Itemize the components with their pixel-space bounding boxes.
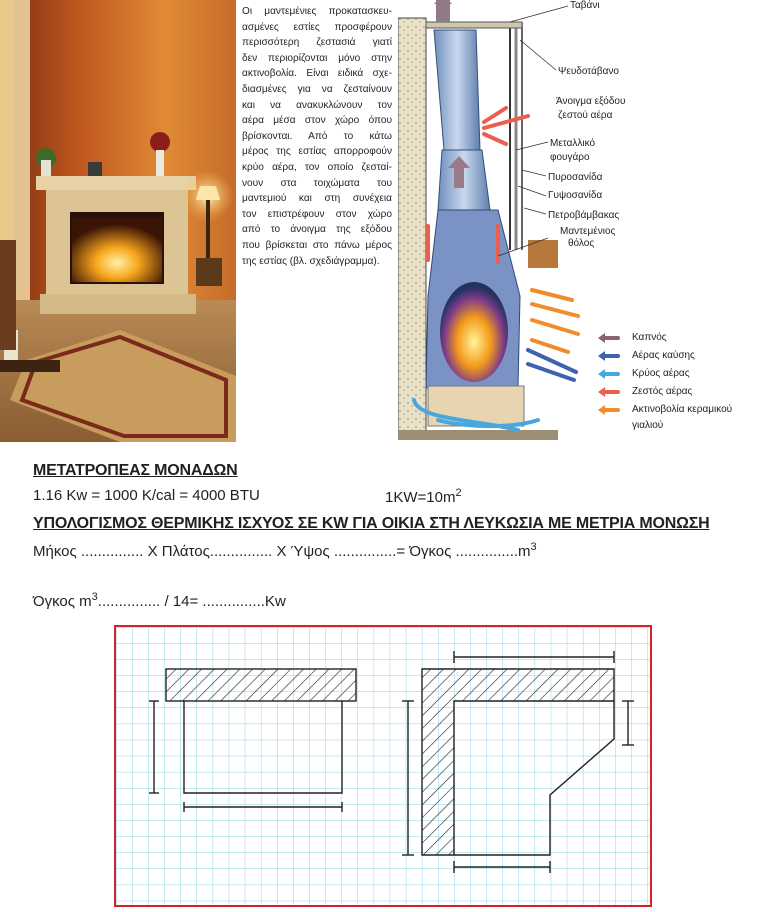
para-line: κρύο αέρα, τον οποίο ζεσταί- bbox=[242, 161, 392, 173]
label-metal-flue-2: φουγάρο bbox=[550, 152, 590, 163]
para-line: μέρος της εστίας απορροφούν bbox=[242, 146, 392, 158]
label-cast-iron-dome: Μαντεμένιος bbox=[560, 226, 616, 237]
fireplace-cross-section bbox=[398, 0, 758, 448]
para-line: τον επιστρέφουν στον χώρο bbox=[242, 208, 392, 220]
label-cast-iron-dome-2: θόλος bbox=[568, 238, 595, 249]
para-line: ασμένες εστίες προσφέρουν bbox=[242, 21, 392, 33]
legend-hot-air: Ζεστός αέρας bbox=[632, 386, 693, 397]
kw-area-text: 1KW=10m bbox=[385, 489, 456, 506]
label-rock-wool: Πετροβάμβακας bbox=[548, 210, 620, 221]
legend-smoke: Καπνός bbox=[632, 332, 667, 343]
para-line: Οι μαντεμένιες προκατασκευ- bbox=[242, 6, 392, 17]
label-false-ceiling: Ψευδοτάβανο bbox=[558, 66, 619, 77]
label-hot-air-exit: Άνοιγμα εξόδου bbox=[556, 96, 626, 107]
para-line: που βρίσκεται στο πάνω μέρος bbox=[242, 239, 392, 251]
label-ceiling: Ταβάνι bbox=[570, 0, 600, 11]
legend-cold-air: Κρύος αέρας bbox=[632, 368, 690, 379]
para-line: και να ανακυκλώνουν τον bbox=[242, 99, 392, 111]
units-conversion: 1.16 Kw = 1000 K/cal = 4000 BTU bbox=[33, 487, 260, 504]
calc-heading: ΥΠΟΛΟΓΙΣΜΟΣ ΘΕΡΜΙΚΗΣ ΙΣΧΥΟΣ ΣΕ KW ΓΙΑ ΟΙΚΙΑ ΣΤΗ ΛΕΥΚΩΣΙΑ ΜΕ ΜΕΤΡΙΑ ΜΟΝΩΣΗ bbox=[33, 515, 710, 532]
para-line: αέρα μέσα στον χώρο όπου bbox=[242, 115, 392, 127]
volume-formula bbox=[33, 591, 286, 610]
calc-formula-sup: 3 bbox=[530, 541, 537, 553]
kw-area-sup: 2 bbox=[455, 487, 462, 499]
volume-rest: ............... / 14= ...............Kw bbox=[97, 593, 286, 610]
units-heading: ΜΕΤΑΤΡΟΠΕΑΣ ΜΟΝΑΔΩΝ bbox=[33, 462, 238, 479]
calc-formula-text: Μήκος ............... Χ Πλάτος............... Χ Ύψος ...............= Όγκος ...............m bbox=[33, 543, 531, 560]
para-line: περισσότερη ζεστασιά γιατί bbox=[242, 37, 392, 49]
description-paragraph bbox=[242, 4, 392, 269]
kw-area bbox=[385, 487, 462, 506]
volume-sup: 3 bbox=[91, 591, 98, 603]
floor-plan-grid bbox=[114, 625, 652, 907]
legend-radiation-2: γιαλιού bbox=[632, 420, 664, 431]
para-line: από το άνοιγμα της εξόδου bbox=[242, 224, 392, 236]
volume-prefix: Όγκος m bbox=[33, 593, 92, 610]
para-line: μαντεμιού και στη συνέχεια bbox=[242, 193, 392, 205]
para-line: νουν στα τοιχώματα του bbox=[242, 177, 392, 189]
label-firebrick: Πυροσανίδα bbox=[548, 172, 603, 183]
para-line: βρίσκονται. Από το κάτω bbox=[242, 130, 392, 142]
label-metal-flue: Μεταλλικό bbox=[550, 138, 596, 149]
calc-formula bbox=[33, 541, 537, 560]
para-line: δεν περιορίζονται μόνο στην bbox=[242, 52, 392, 64]
legend-radiation: Ακτινοβολία κεραμικού bbox=[632, 404, 733, 415]
para-line: ακτινοβολία. Είναι ειδικά σχε- bbox=[242, 68, 392, 80]
label-gypsum-board: Γυψοσανίδα bbox=[548, 190, 603, 201]
para-line: διασμένες για να ζεσταίνουν bbox=[242, 83, 392, 95]
para-line: της εστίας (βλ. σχεδιάγραμμα). bbox=[242, 255, 380, 267]
legend-combustion-air: Αέρας καύσης bbox=[632, 350, 695, 361]
fireplace-photo bbox=[0, 0, 236, 442]
label-hot-air-exit-2: ζεστού αέρα bbox=[558, 110, 613, 121]
